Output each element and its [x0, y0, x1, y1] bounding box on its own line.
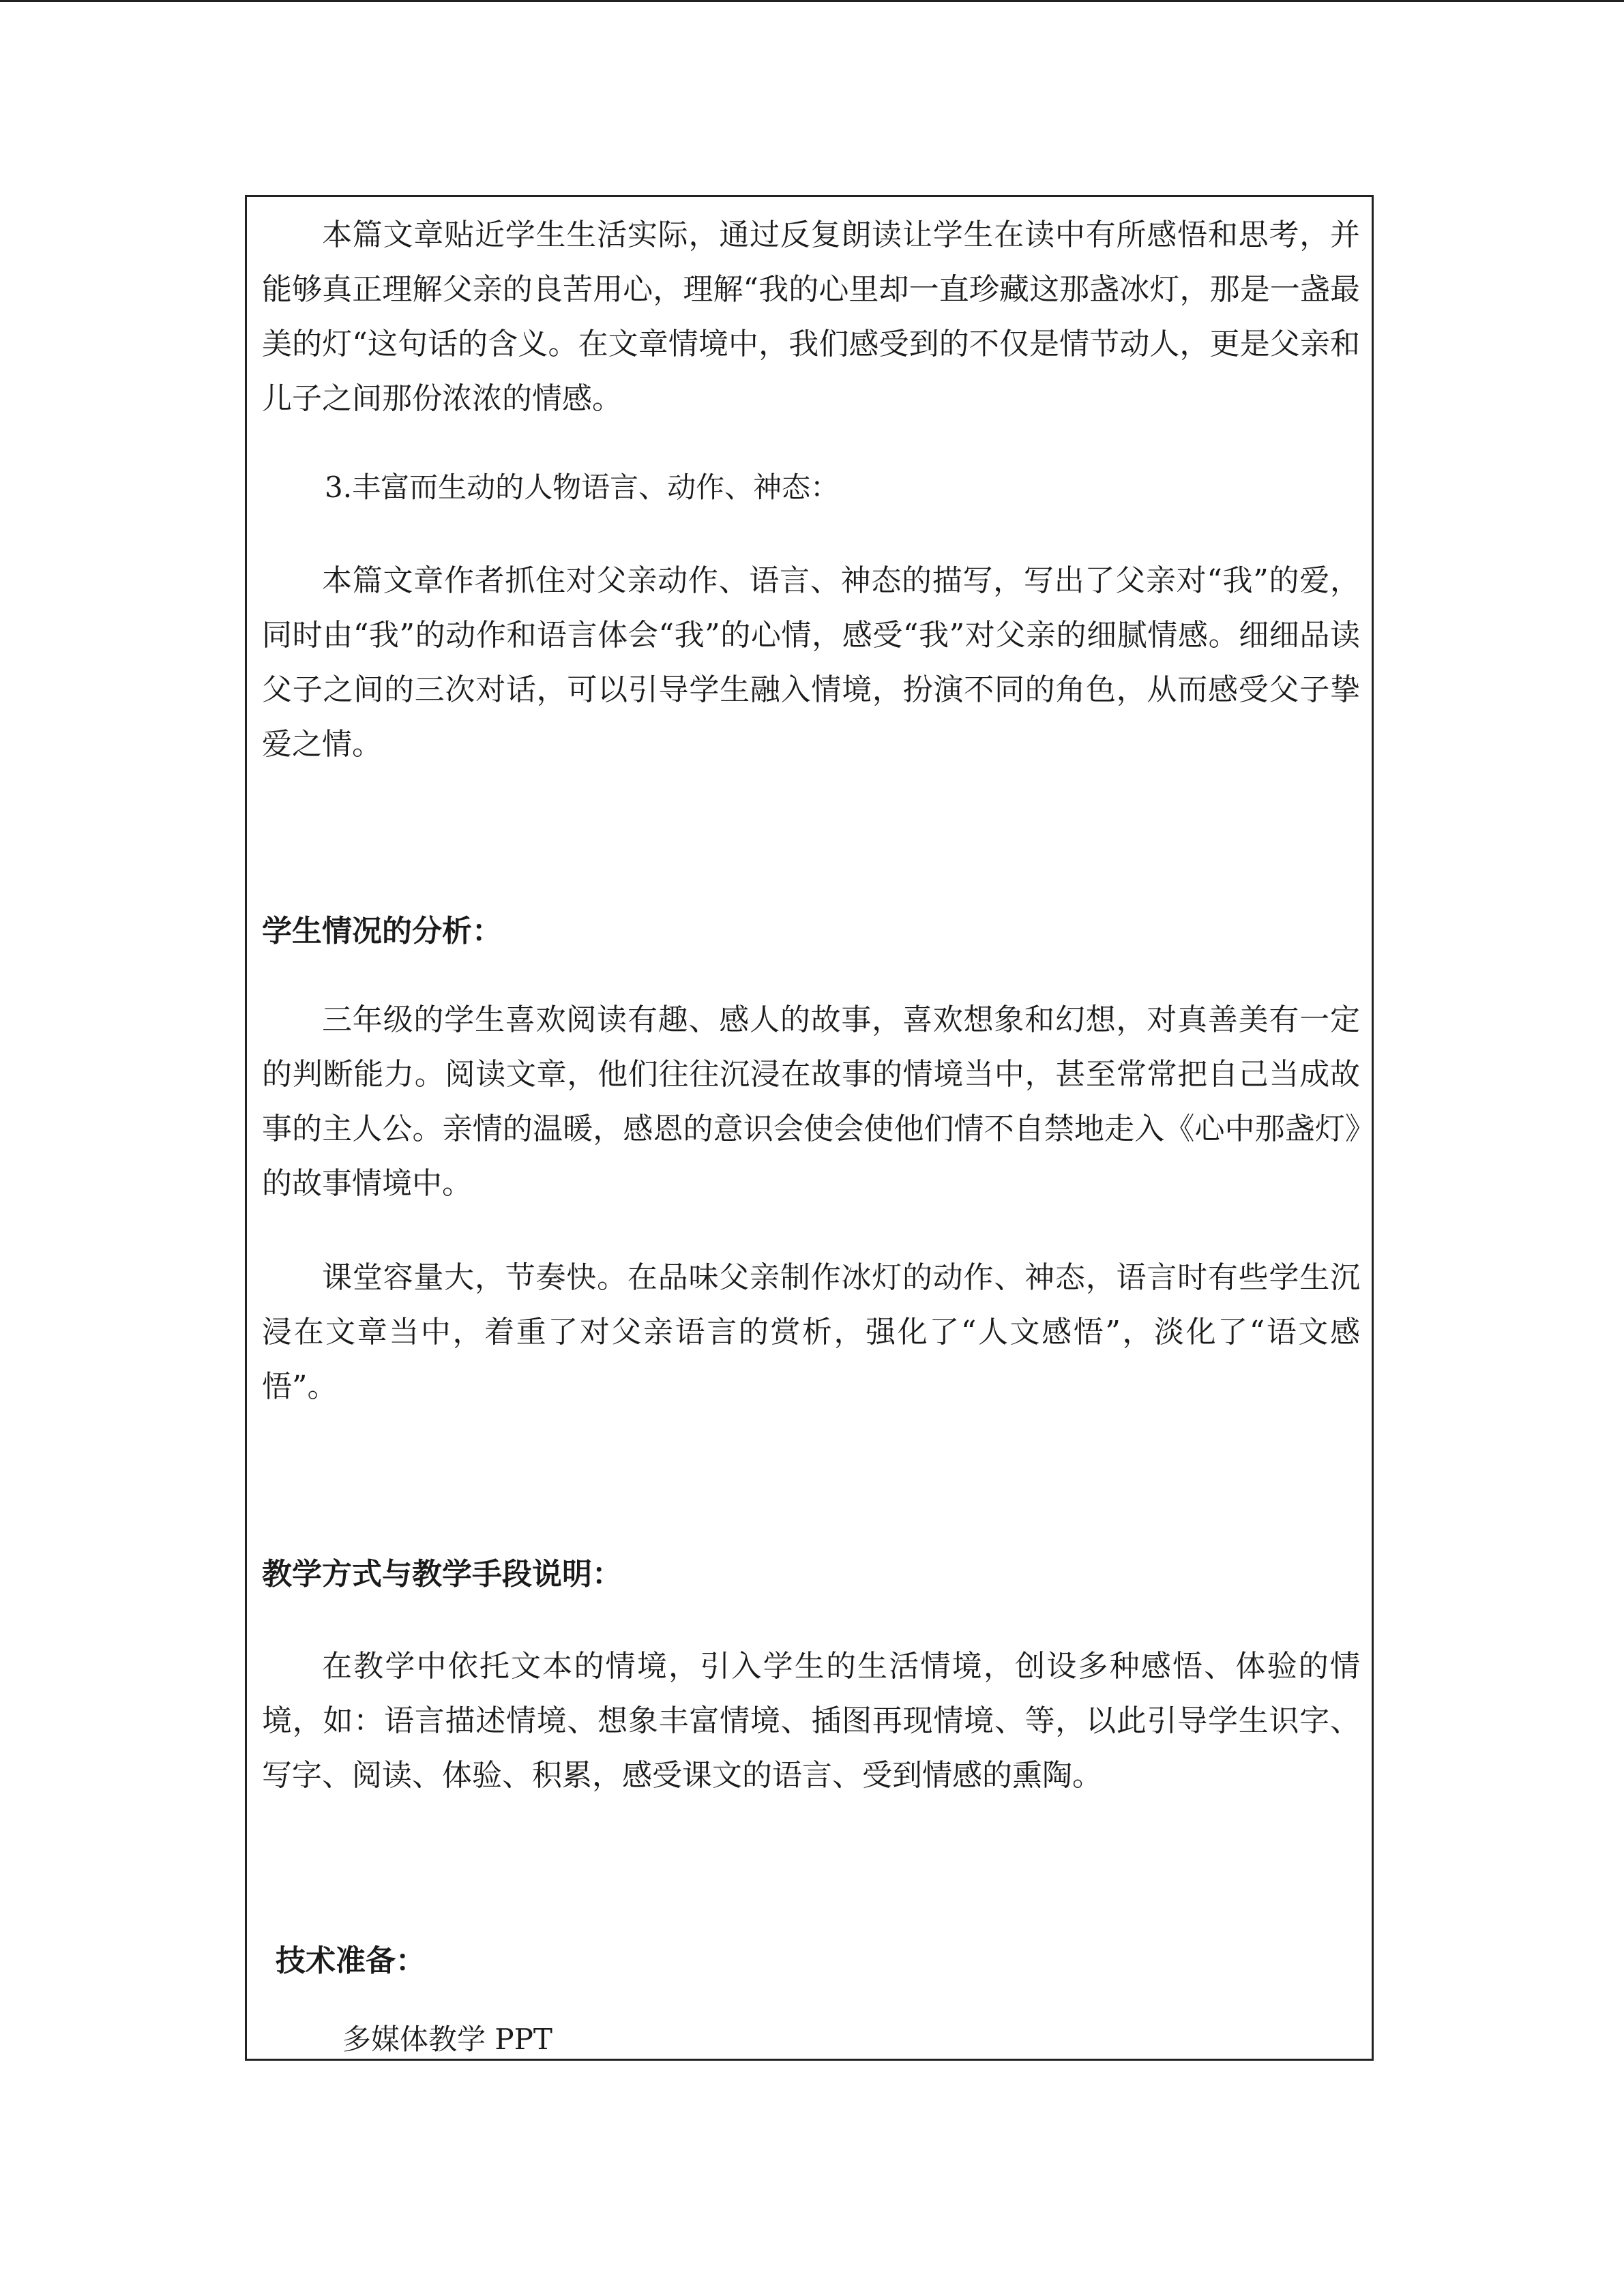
tech-prep-heading: 技术准备：: [276, 1943, 426, 1978]
intro-paragraph-2: 本篇文章作者抓住对父亲动作、语言、神态的描写，写出了父亲对“我”的爱，同时由“我”的动作和语言体会“我”的心情，感受“我”对父亲的细腻情感。细细品读父子之间的三次对话，可以引导学生融入情境，扮演不同的角色，从而感受父子挚爱之情。: [262, 563, 1360, 762]
intro-paragraph-1: 本篇文章贴近学生生活实际，通过反复朗读让学生在读中有所感悟和思考，并能够真正理解父亲的良苦用心，理解“我的心里却一直珍藏这那盏冰灯，那是一盏最美的灯“这句话的含义。在文章情境中，我们感受到的不仅是情节动人，更是父亲和儿子之间那份浓浓的情感。: [262, 218, 1360, 416]
student-analysis-paragraph-2: 课堂容量大，节奏快。在品味父亲制作冰灯的动作、神态，语言时有些学生沉浸在文章当中，着重了对父亲语言的赏析，强化了“人文感悟”，淡化了“语文感悟”。: [262, 1260, 1360, 1404]
teaching-methods-paragraph-block: [262, 1639, 1360, 1803]
student-analysis-paragraph-1: 三年级的学生喜欢阅读有趣、感人的故事，喜欢想象和幻想，对真善美有一定的判断能力。阅读文章，他们往往沉浸在故事的情境当中，甚至常常把自己当成故事的主人公。亲情的温暖，感恩的意识会使会使他们情不自禁地走入《心中那盏灯》的故事情境中。: [262, 1002, 1360, 1201]
intro-paragraph-1-block: [262, 208, 1360, 426]
intro-paragraph-2-block: [262, 554, 1360, 772]
teaching-methods-heading: 教学方式与教学手段说明：: [262, 1557, 622, 1592]
teaching-methods-paragraph: 在教学中依托文本的情境，引入学生的生活情境，创设多种感悟、体验的情境，如：语言描述情境、想象丰富情境、插图再现情境、等，以此引导学生识字、写字、阅读、体验、积累，感受课文的语言、受到情感的熏陶。: [262, 1649, 1360, 1793]
student-analysis-paragraph-1-block: [262, 993, 1360, 1211]
student-analysis-heading: 学生情况的分析：: [262, 914, 502, 949]
intro-item-3: 3.丰富而生动的人物语言、动作、神态：: [325, 471, 840, 504]
tech-prep-item: 多媒体教学 PPT: [342, 2023, 552, 2056]
page-top-rule: [0, 0, 1624, 2]
student-analysis-paragraph-2-block: [262, 1251, 1360, 1414]
